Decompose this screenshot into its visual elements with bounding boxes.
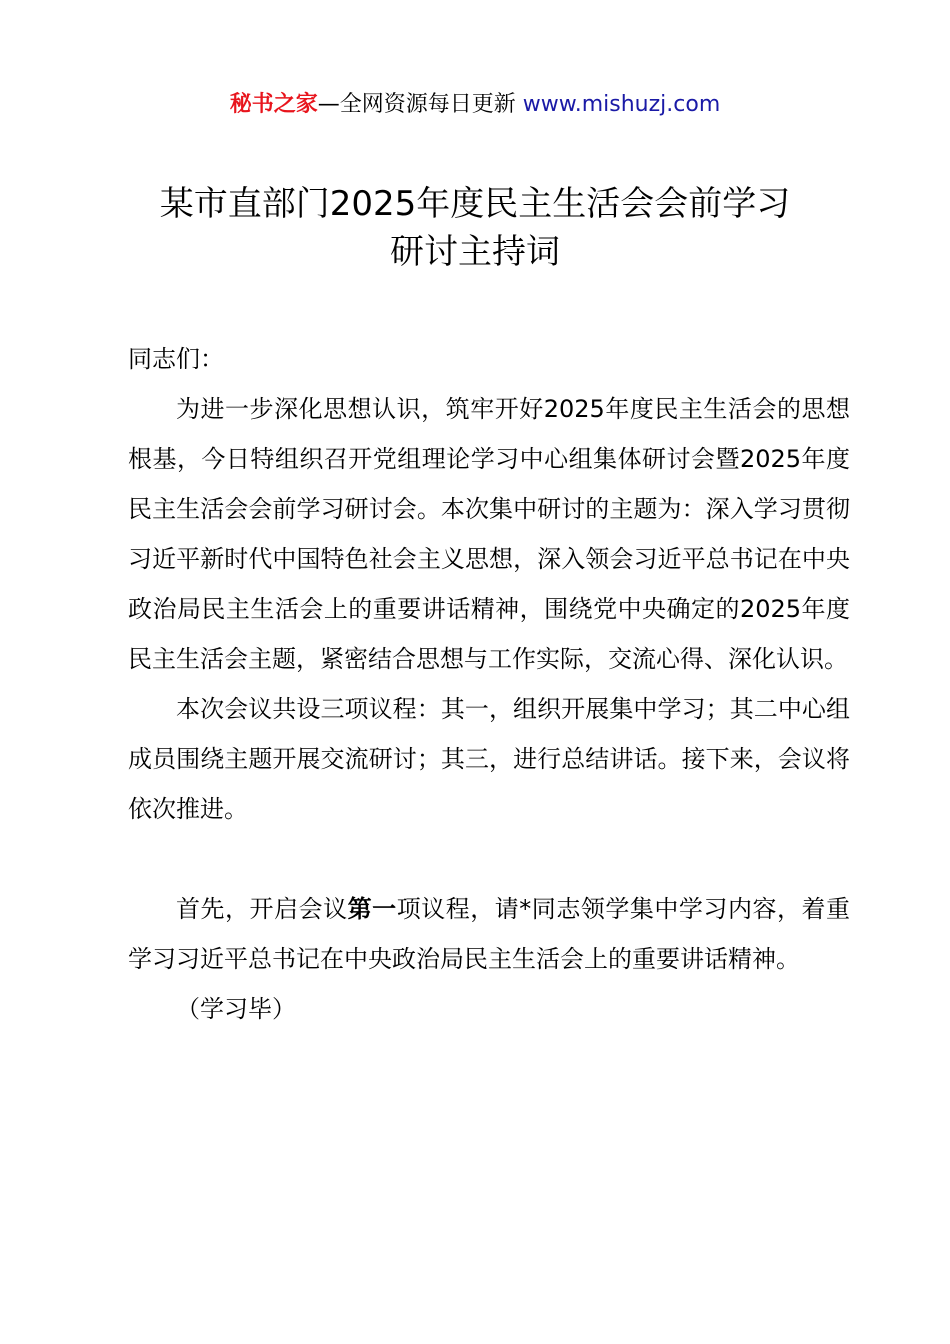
- title-line-2: 研讨主持词: [390, 232, 560, 272]
- paragraph-agenda: 本次会议共设三项议程：其一，组织开展集中学习；其二中心组成员围绕主题开展交流研讨；其三，进行总结讲话。接下来，会议将依次推进。: [128, 695, 850, 823]
- site-header: [0, 88, 950, 122]
- site-url-link[interactable]: www.mishuzj.com: [522, 92, 721, 117]
- first-item-bold: 第一: [347, 895, 397, 923]
- title-line-1: 某市直部门2025年度民主生活会会前学习: [159, 184, 791, 224]
- paragraph-intro: 为进一步深化思想认识，筑牢开好2025年度民主生活会的思想根基，今日特组织召开党组理论学习中心组集体研讨会暨2025年度民主生活会会前学习研讨会。本次集中研讨的主题为：深入学习贯彻习近平新时代中国特色社会主义思想，深入领会习近平总书记在中央政治局民主生活会上的重要讲话精神，围绕党中央确定的2025年度民主生活会主题，紧密结合思想与工作实际，交流心得、深化认识。: [128, 395, 850, 673]
- study-complete-note: （学习毕）: [176, 995, 296, 1023]
- blank-line: [128, 834, 850, 884]
- document-title: [60, 180, 890, 276]
- paragraph-first-item: [128, 884, 850, 984]
- first-item-suffix: 项议程，请*同志领学集中学习内容，着重学习习近平总书记在中央政治局民主生活会上的重要讲话精神。: [128, 895, 851, 973]
- salutation: 同志们：: [128, 345, 224, 373]
- header-tagline: —全网资源每日更新: [317, 92, 523, 117]
- first-item-prefix: 首先，开启会议: [176, 895, 348, 923]
- brand-name: 秘书之家: [229, 92, 318, 117]
- document-body: [128, 334, 850, 1034]
